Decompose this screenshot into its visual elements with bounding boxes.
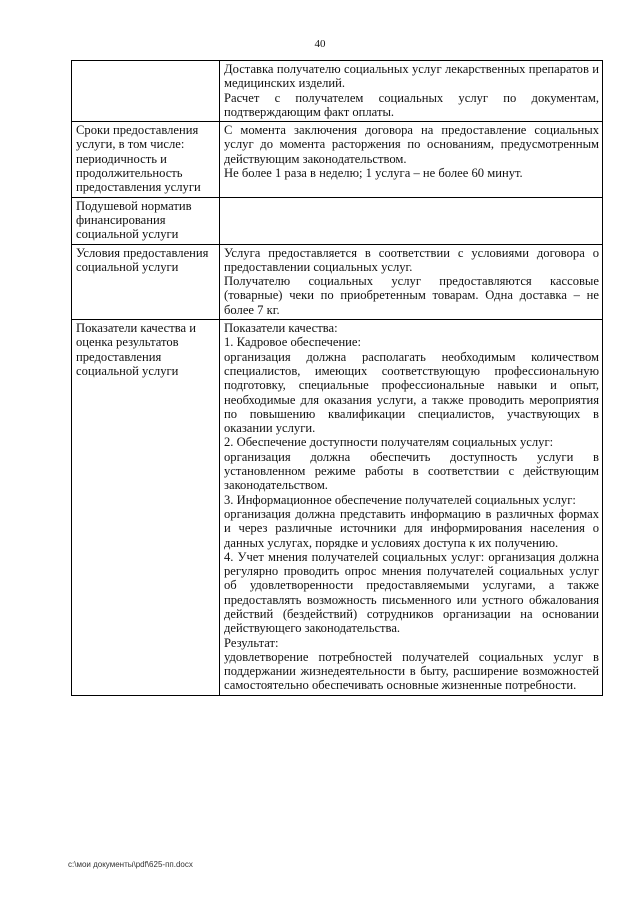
row-content — [220, 244, 603, 319]
paragraph: С момента заключения договора на предоставление социальных услуг до момента расторжения по основаниям, предусмотренным действующим законодательством. — [224, 123, 599, 166]
service-table — [71, 60, 603, 696]
row-content — [220, 122, 603, 197]
paragraph: Результат: — [224, 635, 279, 650]
paragraph: организация должна располагать необходимым количеством специалистов, имеющих соответствующую профессиональную подготовку, специальные профессиональные навыки и опыт, необходимые для оказания услуги, а также проводить мероприятия по повышению квалификации специалистов, участвующих в оказании услуги. — [224, 349, 599, 436]
row-label: Сроки предоставления услуги, в том числе: периодичность и продолжительность предоставления услуги — [72, 122, 220, 197]
row-label — [72, 61, 220, 122]
paragraph: организация должна обеспечить доступность услуги в установленном режиме работы в соответствии с действующим законодательством. — [224, 449, 599, 493]
paragraph: 4. Учет мнения получателей социальных услуг: организация должна регулярно проводить опрос мнения получателей социальных услуг об удовлетворенности предоставляемыми услугами, а также предоставлять возможность письменного или устного обжалования действий (бездействий) сотрудников организации на основании действующего законодательства. — [224, 549, 599, 636]
table-row — [72, 320, 603, 696]
row-content — [220, 61, 603, 122]
paragraph: 2. Обеспечение доступности получателям социальных услуг: — [224, 435, 554, 450]
row-label: Показатели качества и оценка результатов предоставления социальной услуги — [72, 320, 220, 696]
paragraph: организация должна представить информацию в различных формах и через различные источники для информирования населения о данных услугах, порядке и условиях доступа к их получению. — [224, 506, 599, 550]
paragraph: Доставка получателю социальных услуг лекарственных препаратов и медицинских изделий. — [224, 62, 599, 91]
page-number: 40 — [314, 38, 326, 50]
table-row — [72, 61, 603, 122]
row-label: Условия предоставления социальной услуги — [72, 244, 220, 319]
paragraph: Показатели качества: — [224, 321, 338, 336]
row-content-empty — [220, 197, 603, 244]
file-path-footer: c:\мои документы\pdf\625-пп.docx — [68, 860, 193, 869]
paragraph: Услуга предоставляется в соответствии с условиями договора о предоставлении социальных услуг. — [224, 245, 599, 274]
table-row — [72, 122, 603, 197]
row-content — [220, 320, 603, 696]
paragraph: Расчет с получателем социальных услуг по документам, подтверждающим факт оплаты. — [224, 90, 599, 119]
paragraph: 1. Кадровое обеспечение: — [224, 335, 362, 350]
paragraph: Получателю социальных услуг предоставляются кассовые (товарные) чеки по приобретенным товарам. Одна доставка – не более 7 кг. — [224, 274, 599, 317]
row-label: Подушевой норматив финансирования социальной услуги — [72, 197, 220, 244]
table-row — [72, 197, 603, 244]
paragraph: 3. Информационное обеспечение получателей социальных услуг: — [224, 492, 576, 507]
paragraph: удовлетворение потребностей получателей социальных услуг в поддержании жизнедеятельности в быту, расширение возможностей самостоятельно обеспечивать основные жизненные потребности. — [224, 649, 599, 693]
table-row — [72, 244, 603, 319]
paragraph: Не более 1 раза в неделю; 1 услуга – не более 60 минут. — [224, 166, 523, 181]
